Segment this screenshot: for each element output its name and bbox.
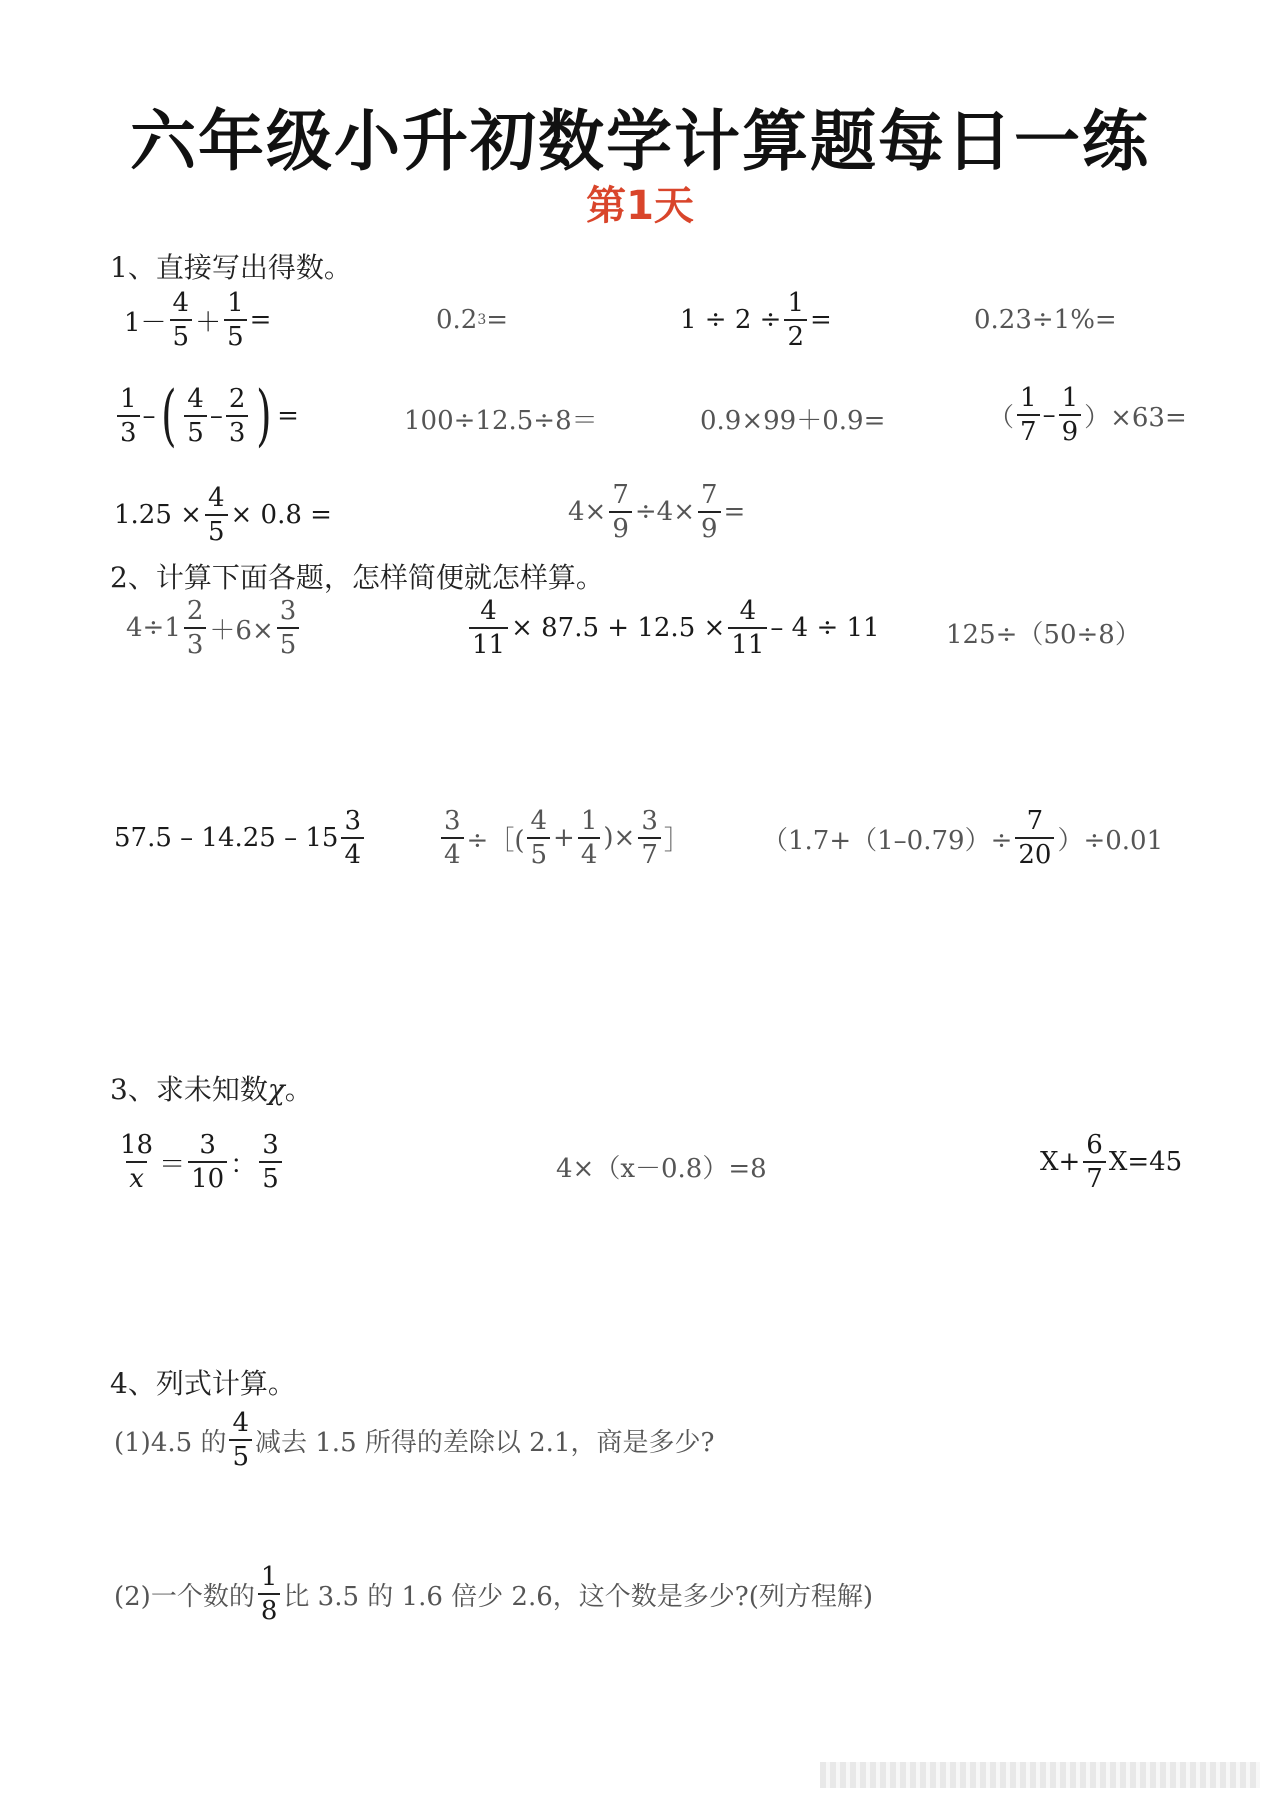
section-4-heading: 4、列式计算。 [110,1367,296,1400]
s1-problem-10: 4× $\frac{7}{9}$ ÷4× $\frac{7}{9}$ = [568,480,746,544]
fraction: $\frac{3}{5}$ [259,1132,282,1192]
fraction: $\frac{3}{10}$ [188,1132,227,1192]
watermark-strip [820,1762,1260,1788]
s2-problem-2: $\frac{4}{11}$ × 87.5 + 12.5 × $\frac{4}{11}$ – 4 ÷ 11 [466,598,880,658]
s2-problem-6: （1.7+（1–0.79）÷ $\frac{7}{20}$ ）÷0.01 [762,806,1164,870]
day-subtitle: 第1天 [586,183,694,229]
s2-problem-5: $\frac{3}{4}$ ÷［( $\frac{4}{5}$ + $\frac{1}{4}$ )× $\frac{3}{7}$ ］ [438,808,690,868]
fraction: $\frac{2}{3}$ [184,598,207,658]
fraction: $\frac{1}{9}$ [1059,385,1082,445]
fraction: $\frac{4}{11}$ [469,598,508,658]
s1-problem-1: 1－ $\frac{4}{5}$ ＋ $\frac{1}{5}$ = [124,288,272,352]
s3-problem-1: $\frac{18}{x}$ ＝ $\frac{3}{10}$ ： $\frac{3}{5}$ [114,1132,285,1192]
fraction: $\frac{4}{5}$ [527,808,550,868]
fraction: $\frac{3}{5}$ [277,598,300,658]
fraction: $\frac{7}{9}$ [609,482,632,542]
fraction: $\frac{1}{7}$ [1017,385,1040,445]
fraction: $\frac{4}{5}$ [184,386,207,446]
fraction: $\frac{2}{3}$ [226,386,249,446]
s1-problem-8: （ $\frac{1}{7}$ – $\frac{1}{9}$ ）×63= [988,383,1187,447]
s1-problem-2: 0.2 3 = [436,305,509,335]
s1-problem-7: 0.9×99＋0.9= [700,406,886,436]
s2-problem-4: 57.5 – 14.25 – 15 $\frac{3}{4}$ [114,808,367,868]
s2-problem-3: 125÷（50÷8） [946,620,1141,650]
page-title: 六年级小升初数学计算题每日一练 [130,103,1150,180]
s1-problem-5: $\frac{1}{3}$ – ( $\frac{4}{5}$ – $\frac{2}{3}$ ) = [114,383,299,449]
section-3-heading: 3、求未知数χ。 [110,1073,313,1106]
s1-problem-6: 100÷12.5÷8＝ [404,406,598,436]
s3-problem-2: 4×（x－0.8）=8 [556,1154,767,1184]
s1-problem-4: 0.23÷1%= [974,305,1117,335]
s4-question-1: (1)4.5 的 $\frac{4}{5}$ 减去 1.5 所得的差除以 2.1，商是多少? [114,1408,715,1472]
fraction: $\frac{4}{5}$ [170,290,193,350]
fraction: $\frac{1}{4}$ [578,808,601,868]
fraction: $\frac{3}{7}$ [638,808,661,868]
fraction: $\frac{7}{9}$ [698,482,721,542]
s1-problem-3: 1 ÷ 2 ÷ $\frac{1}{2}$ = [680,288,832,352]
s1-p1-text-a: 1－ [124,307,167,338]
fraction: $\frac{3}{4}$ [441,808,464,868]
s2-problem-1: 4÷1 $\frac{2}{3}$ ＋6× $\frac{3}{5}$ [126,598,302,658]
fraction: $\frac{1}{3}$ [117,386,140,446]
fraction: $\frac{18}{x}$ [120,1130,154,1194]
fraction: $\frac{6}{7}$ [1083,1132,1106,1192]
fraction: $\frac{4}{11}$ [728,598,767,658]
s4-question-2: (2)一个数的 $\frac{1}{8}$ 比 3.5 的 1.6 倍少 2.6，这个数是多少?(列方程解) [114,1562,873,1626]
fraction: $\frac{1}{2}$ [784,290,807,350]
s1-problem-9: 1.25 × $\frac{4}{5}$ × 0.8 = [114,483,332,547]
section-1-heading: 1、直接写出得数。 [110,251,352,284]
fraction: $\frac{4}{5}$ [205,485,228,545]
fraction: $\frac{1}{8}$ [258,1564,281,1624]
section-2-heading: 2、计算下面各题，怎样简便就怎样算。 [110,561,604,594]
s3-problem-3: X+ $\frac{6}{7}$ X=45 [1040,1130,1183,1194]
fraction: $\frac{4}{5}$ [229,1410,252,1470]
fraction: $\frac{7}{20}$ [1015,808,1054,868]
fraction: $\frac{3}{4}$ [341,808,364,868]
fraction: $\frac{1}{5}$ [224,290,247,350]
